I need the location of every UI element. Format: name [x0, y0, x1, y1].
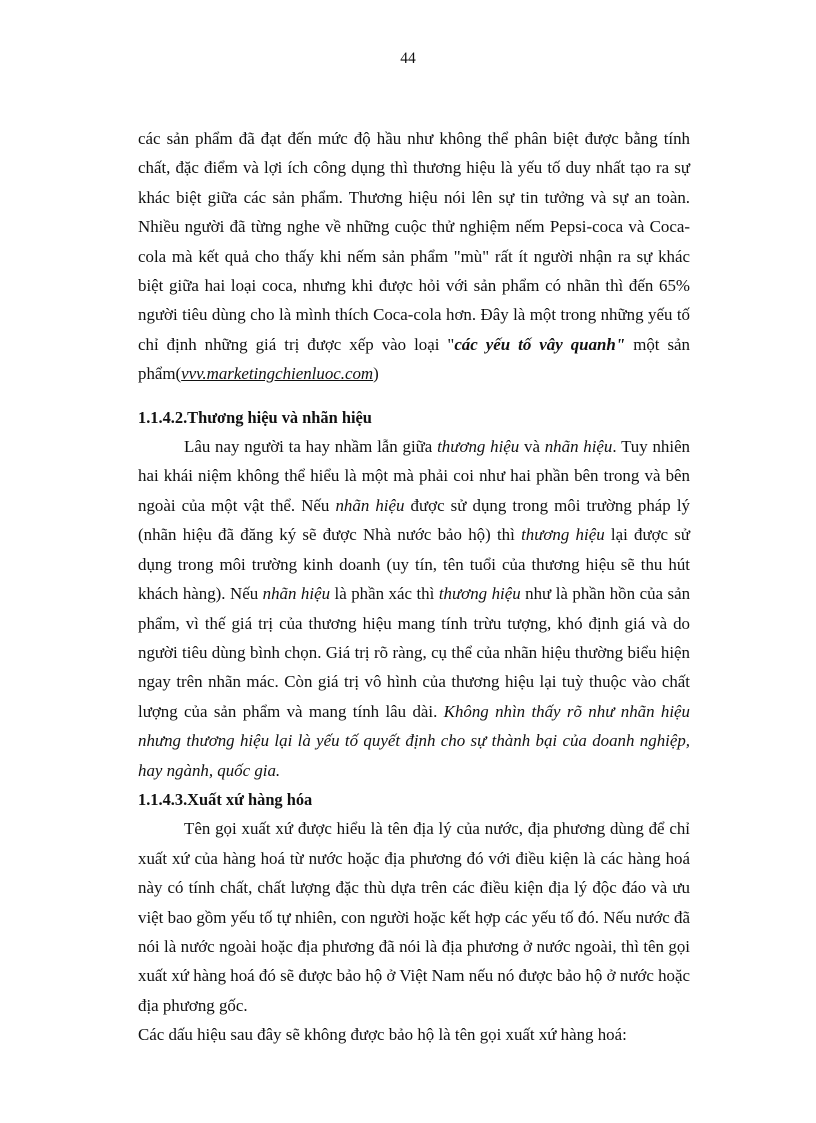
text-run: . Tuy nhiên hai khái niệm không thể hiểu là một mà phải coi như hai phần bên trong và bên ngoài của một vật thể. Nếu	[138, 437, 691, 515]
italic-term: nhãn hiệu	[335, 495, 405, 515]
text-run: )	[373, 364, 379, 384]
emphasis-text: các yếu tố vây quanh"	[454, 334, 626, 354]
paragraph-origin: Tên gọi xuất xứ được hiểu là tên địa lý của nước, địa phương dùng để chỉ xuất xứ của hàng hoá từ nước hoặc địa phương đó với điều kiện là các hàng hoá này có tính chất, chất lượng đặc thù dựa trên các điều kiện địa lý độc đáo và ưu việt bao gồm yếu tố tự nhiên, con người hoặc kết hợp các yếu tố đó. Nếu nước đã nói là nước ngoài hoặc địa phương đã nói là địa phương ở nước ngoài, thì tên gọi xuất xứ hàng hoá đó sẽ được bảo hộ ở Việt Nam nếu nó được bảo hộ ở nước hoặc địa phương gốc.	[138, 819, 690, 1015]
text-run: một sản phẩm(	[138, 334, 690, 384]
section-heading-1-1-4-2: 1.1.4.2.Thương hiệu và nhãn hiệu	[138, 407, 372, 427]
source-link[interactable]: vvv.marketingchienluoc.com	[181, 364, 374, 384]
paragraph-list-intro: Các dấu hiệu sau đây sẽ không được bảo hộ là tên gọi xuất xứ hàng hoá:	[138, 1025, 627, 1045]
paragraph-intro	[138, 124, 690, 389]
italic-term: thương hiệu	[521, 525, 605, 545]
text-run: được sử dụng trong môi trường pháp lý (nhãn hiệu đã đăng ký sẽ được Nhà nước bảo hộ) thì	[138, 495, 690, 545]
text-run: các sản phẩm đã đạt đến mức độ hầu như không thể phân biệt được bằng tính chất, đặc điểm và lợi ích công dụng thì thương hiệu là yếu tố duy nhất tạo ra sự khác biệt giữa các sản phẩm. Thương hiệu nói lên sự tin tưởng và sự an toàn. Nhiều người đã từng nghe về những cuộc thử nghiệm nếm Pepsi-coca và Coca-cola mà kết quả cho thấy khi nếm sản phẩm "mù" rất ít người nhận ra sự khác biệt giữa hai loại coca, nhưng khi được hỏi với sản phẩm có nhãn thì đến 65% người tiêu dùng cho là mình thích Coca-cola hơn. Đây là một trong những yếu tố chỉ định những giá trị được xếp vào loại "	[138, 129, 690, 354]
italic-term: nhãn hiệu	[262, 584, 331, 604]
text-run: lại được sử dụng trong môi trường kinh doanh (uy tín, tên tuổi của thương hiệu sẽ thu hút khách hàng). Nếu	[138, 525, 690, 604]
italic-sentence: Không nhìn thấy rõ như nhãn hiệu nhưng thương hiệu lại là yếu tố quyết định cho sự thành bại của doanh nghiệp, hay ngành, quốc gia.	[138, 701, 690, 780]
paragraph-brand-vs-trademark	[138, 432, 690, 785]
section-heading-1-1-4-3: 1.1.4.3.Xuất xứ hàng hóa	[138, 789, 313, 809]
italic-term: nhãn hiệu	[544, 437, 613, 457]
italic-term: thương hiệu	[437, 437, 520, 457]
italic-term: thương hiệu	[438, 584, 521, 604]
text-run: như là phần hồn của sản phẩm, vì thế giá trị của thương hiệu mang tính trừu tượng, khó định giá và do người tiêu dùng bình chọn. Giá trị rõ ràng, cụ thể của nhãn hiệu thường biểu hiện ngay trên nhãn mác. Còn giá trị vô hình của thương hiệu lại tuỳ thuộc vào chất lượng của sản phẩm và mang tính lâu dài.	[138, 584, 691, 721]
page-number: 44	[400, 50, 416, 67]
text-run: là phần xác thì	[330, 584, 439, 604]
text-run: và	[519, 437, 545, 457]
document-body	[138, 124, 690, 1050]
text-run: Lâu nay người ta hay nhầm lẫn giữa	[184, 437, 438, 457]
